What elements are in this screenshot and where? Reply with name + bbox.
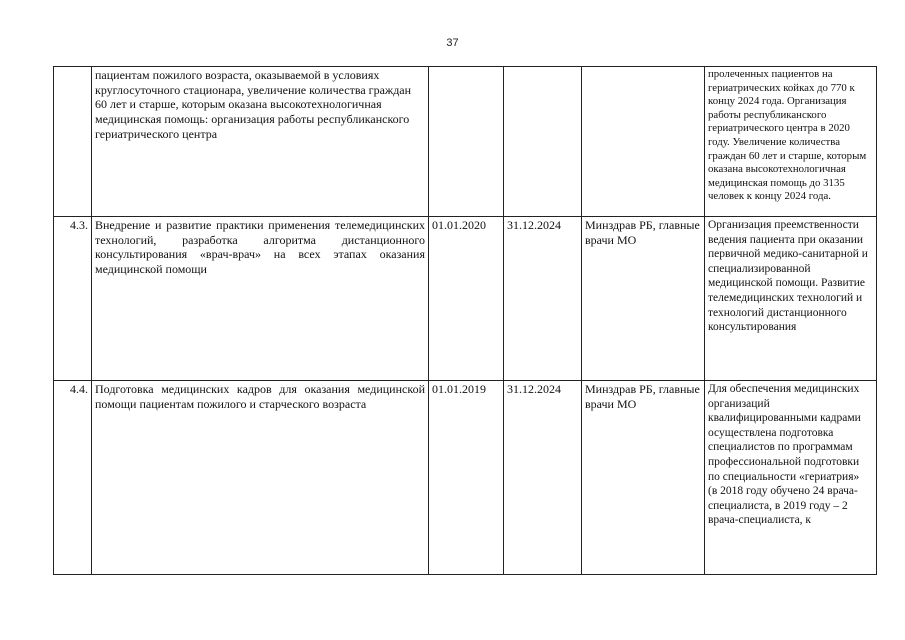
table-row (54, 67, 877, 217)
table-row (54, 381, 877, 575)
row-number-cell: 4.4. (54, 381, 92, 575)
responsible-cell: Минздрав РБ, главные врачи МО (582, 381, 705, 575)
end-date-cell: 31.12.2024 (504, 381, 582, 575)
result-cell: Организация преемственности ведения пациента при оказании первичной медико-санитарной и специализированной медицинской помощи. Развитие телемедицинских технологий и технологий дистанционного консультирования (705, 217, 877, 381)
start-date-cell: 01.01.2020 (429, 217, 504, 381)
table-row (54, 217, 877, 381)
page-number: 37 (446, 37, 459, 49)
start-date-cell (429, 67, 504, 217)
end-date-cell: 31.12.2024 (504, 217, 582, 381)
result-cell: пролеченных пациентов на гериатрических койках до 770 к концу 2024 года. Организация работы республиканского гериатрического центра в 2020 году. Увеличение количества граждан 60 лет и старше, которым оказана высокотехнологичная медицинская помощь до 3135 человек к концу 2024 года. (705, 67, 877, 217)
row-number-cell: 4.3. (54, 217, 92, 381)
activities-table (53, 66, 877, 575)
result-cell: Для обеспечения медицинских организаций квалифицированными кадрами осуществлена подготовка специалистов по программам профессиональной подготовки по специальности «гериатрия» (в 2018 году обучено 24 врача-специалиста, в 2019 году – 2 врача-специалиста, к (705, 381, 877, 575)
responsible-cell: Минздрав РБ, главные врачи МО (582, 217, 705, 381)
activity-cell: Внедрение и развитие практики применения телемедицинских технологий, разработка алгоритма дистанционного консультирования «врач-врач» на всех этапах оказания медицинской помощи (92, 217, 429, 381)
row-number-cell (54, 67, 92, 217)
end-date-cell (504, 67, 582, 217)
start-date-cell: 01.01.2019 (429, 381, 504, 575)
responsible-cell (582, 67, 705, 217)
activity-cell: Подготовка медицинских кадров для оказания медицинской помощи пациентам пожилого и старческого возраста (92, 381, 429, 575)
activity-cell: пациентам пожилого возраста, оказываемой в условиях круглосуточного стационара, увеличение количества граждан 60 лет и старше, которым оказана высокотехнологичная медицинская помощь: организация работы республиканского гериатрического центра (92, 67, 429, 217)
